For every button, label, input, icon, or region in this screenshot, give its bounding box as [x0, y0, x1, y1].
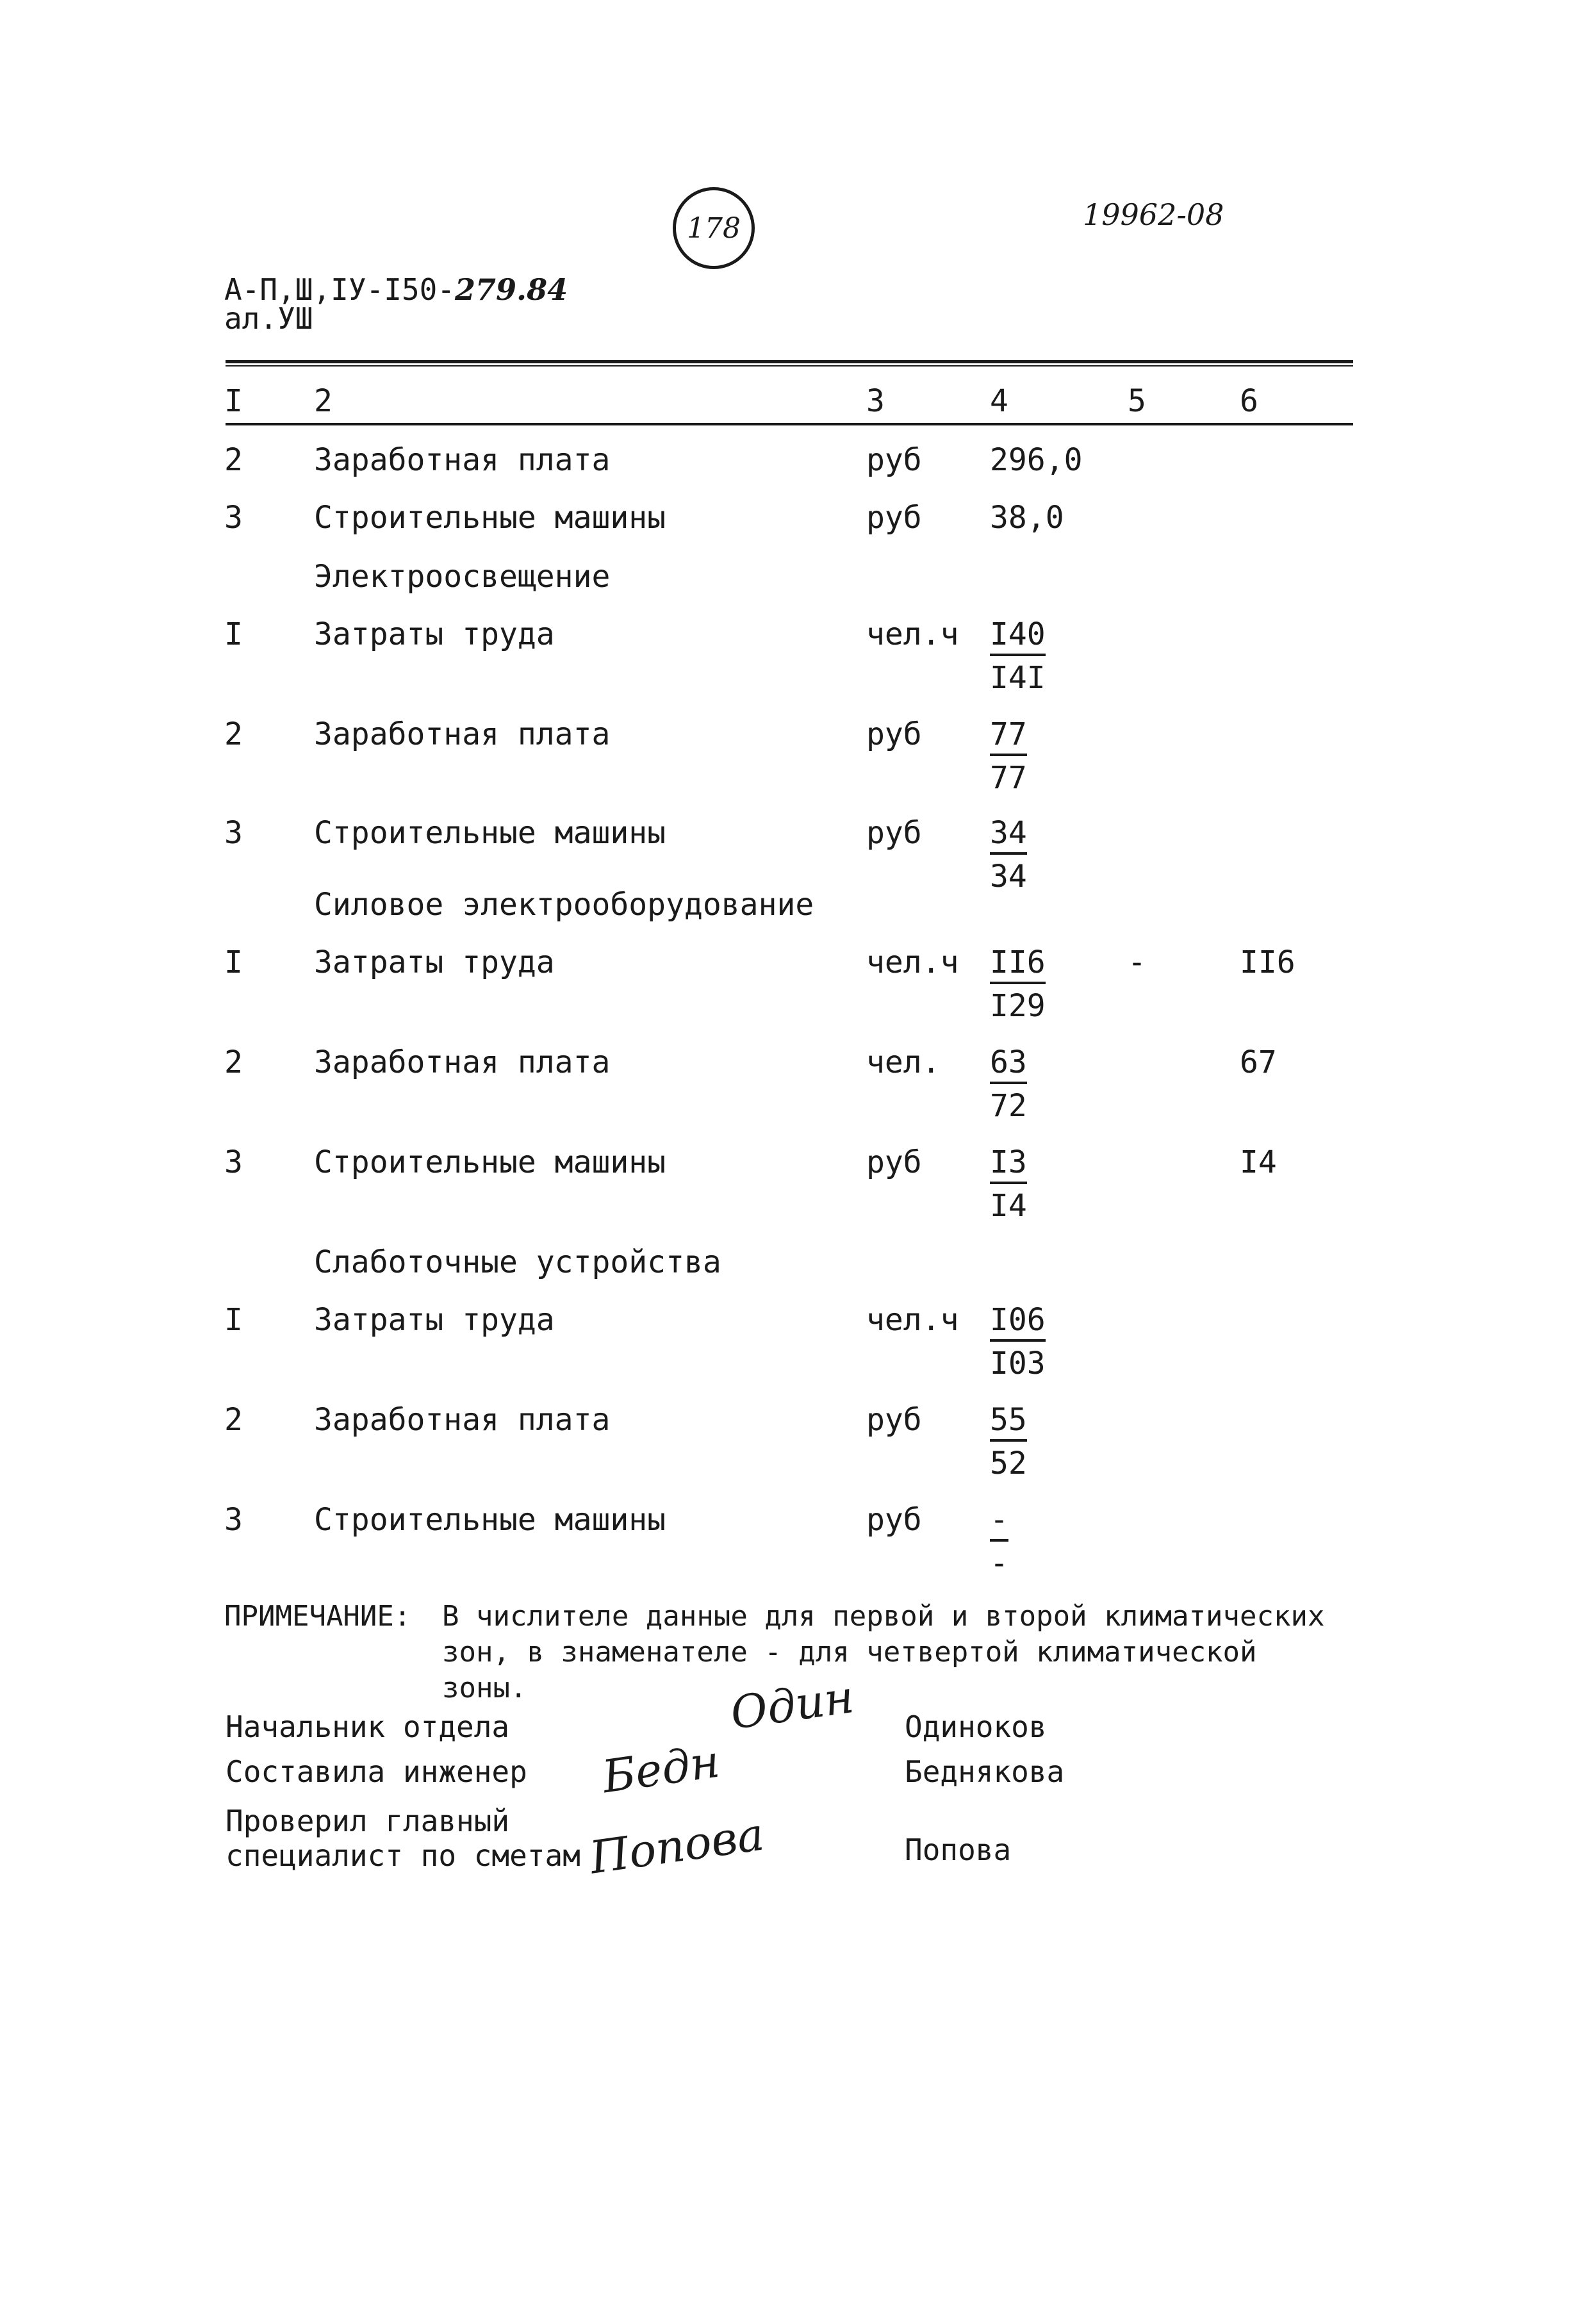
col-header-5: 5 [1128, 383, 1146, 419]
section-heading: Электроосвещение [314, 559, 611, 595]
row-fraction [990, 815, 1027, 894]
row-unit: руб [866, 500, 922, 536]
row-unit: руб [866, 1402, 922, 1438]
row-name: Затраты труда [314, 1302, 555, 1338]
doc-reference-sub: ал.УШ [224, 301, 313, 336]
fraction-numerator: II6 [990, 944, 1046, 984]
signer-role-line: специалист по сметам [226, 1838, 580, 1873]
row-unit: руб [866, 716, 922, 752]
signer-role: Составила инженер [226, 1754, 527, 1789]
note-line: зон, в знаменателе - для четвертой климатической [442, 1636, 1257, 1669]
row-name: Заработная плата [314, 716, 611, 752]
row-name: Строительные машины [314, 1144, 666, 1180]
signer-role [226, 1804, 580, 1873]
row-fraction [990, 1502, 1008, 1581]
row-value-col6: I4 [1240, 1144, 1277, 1180]
row-unit: чел. [866, 1044, 941, 1080]
fraction-numerator: I3 [990, 1144, 1027, 1184]
handwritten-signature: Попова [586, 1808, 768, 1884]
doc-reference-typed: А-П,Ш,IУ-I50- [224, 272, 456, 307]
doc-reference-handwritten: 279.84 [455, 272, 568, 307]
note-line: В числителе данные для первой и второй климатических [442, 1600, 1325, 1633]
fraction-denominator: 52 [990, 1446, 1027, 1481]
row-name: Заработная плата [314, 1044, 611, 1080]
row-name: Строительные машины [314, 815, 666, 851]
page-number-text: 178 [687, 211, 741, 245]
section-heading: Силовое электрооборудование [314, 887, 814, 923]
fraction-numerator: 34 [990, 815, 1027, 855]
row-name: Строительные машины [314, 1502, 666, 1538]
row-fraction [990, 1044, 1027, 1124]
row-value: 38,0 [990, 500, 1064, 536]
row-value-col5: - [1128, 944, 1146, 980]
fraction-numerator: 63 [990, 1044, 1027, 1084]
fraction-denominator: 77 [990, 760, 1027, 796]
row-number: 3 [224, 1144, 243, 1180]
signer-role-line: Проверил главный [226, 1804, 510, 1838]
row-name: Заработная плата [314, 1402, 611, 1438]
row-unit: чел.ч [866, 944, 959, 980]
row-name: Затраты труда [314, 616, 555, 652]
col-header-4: 4 [990, 383, 1008, 419]
table-top-rule-thin [226, 365, 1353, 367]
col-header-6: 6 [1240, 383, 1258, 419]
row-unit: руб [866, 1502, 922, 1538]
col-header-2: 2 [314, 383, 333, 419]
row-fraction [990, 1402, 1027, 1481]
row-value-col6: 67 [1240, 1044, 1277, 1080]
col-header-3: 3 [866, 383, 885, 419]
document-code: 19962-08 [1083, 197, 1224, 232]
fraction-denominator: I4I [990, 660, 1046, 696]
fraction-numerator: 77 [990, 716, 1027, 756]
fraction-denominator: I29 [990, 988, 1046, 1024]
note-line: зоны. [442, 1672, 527, 1704]
signer-role: Начальник отдела [226, 1710, 510, 1744]
row-number: 2 [224, 716, 243, 752]
fraction-numerator: - [990, 1502, 1008, 1542]
row-value: 296,0 [990, 442, 1083, 478]
fraction-denominator: - [990, 1545, 1008, 1581]
fraction-denominator: 72 [990, 1088, 1027, 1124]
row-fraction [990, 1302, 1046, 1381]
row-fraction [990, 716, 1027, 796]
signer-name: Попова [905, 1833, 1012, 1867]
section-heading: Слаботочные устройства [314, 1244, 721, 1280]
fraction-denominator: I03 [990, 1346, 1046, 1381]
table-top-rule [226, 360, 1353, 363]
row-unit: руб [866, 1144, 922, 1180]
row-name: Затраты труда [314, 944, 555, 980]
row-name: Заработная плата [314, 442, 611, 478]
signer-name: Беднякова [905, 1754, 1065, 1789]
note-label: ПРИМЕЧАНИЕ: [224, 1600, 411, 1633]
fraction-numerator: I40 [990, 616, 1046, 656]
row-number: I [224, 944, 243, 980]
signer-name: Одиноков [905, 1710, 1047, 1744]
row-number: 2 [224, 1402, 243, 1438]
fraction-denominator: I4 [990, 1188, 1027, 1224]
row-number: I [224, 1302, 243, 1338]
row-number: 3 [224, 1502, 243, 1538]
handwritten-signature: Один [727, 1670, 857, 1740]
row-number: 2 [224, 1044, 243, 1080]
row-fraction [990, 616, 1046, 696]
row-unit: чел.ч [866, 1302, 959, 1338]
row-name: Строительные машины [314, 500, 666, 536]
note-text [442, 1599, 1325, 1706]
row-fraction [990, 1144, 1027, 1224]
row-unit: руб [866, 442, 922, 478]
handwritten-signature: Бедн [599, 1735, 723, 1804]
row-value-col6: II6 [1240, 944, 1295, 980]
row-number: 3 [224, 500, 243, 536]
row-number: 2 [224, 442, 243, 478]
fraction-numerator: 55 [990, 1402, 1027, 1442]
col-header-1: I [224, 383, 243, 419]
row-number: I [224, 616, 243, 652]
row-fraction [990, 944, 1046, 1024]
fraction-denominator: 34 [990, 859, 1027, 894]
row-unit: чел.ч [866, 616, 959, 652]
table-header-rule [226, 423, 1353, 425]
fraction-numerator: I06 [990, 1302, 1046, 1342]
row-number: 3 [224, 815, 243, 851]
page-number [673, 187, 755, 269]
row-unit: руб [866, 815, 922, 851]
